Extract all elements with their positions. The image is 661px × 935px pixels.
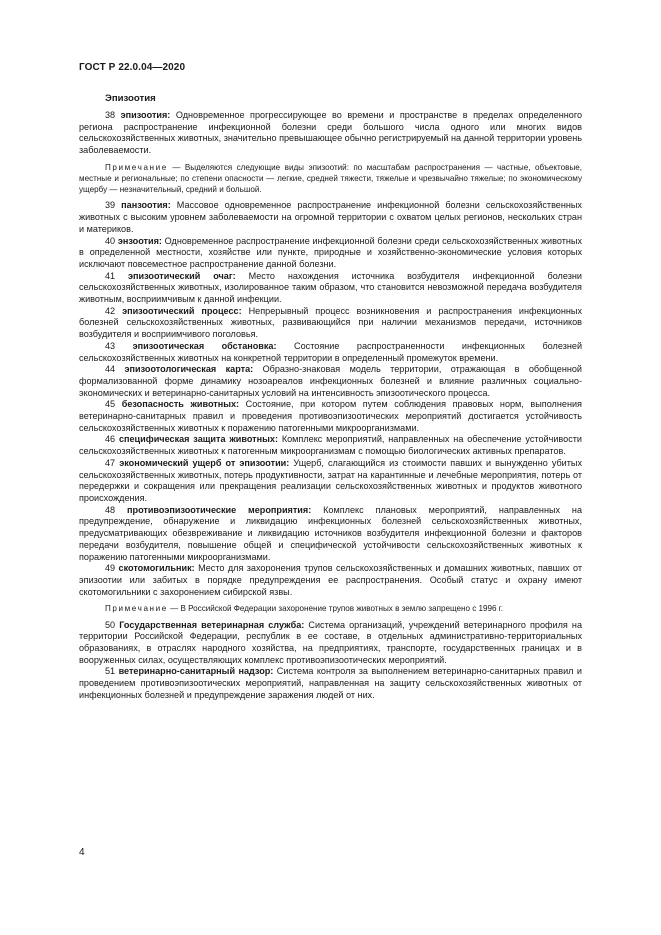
term-entry-50: 50 Государственная ветеринарная служба: Система организаций, учреждений ветеринарного профиля на территории Российской Федерации, республик в ее составе, в отдельных административно-территориальных образованиях, в отраслях народного хозяйства, на предприятиях, транспорте, государственных границах и в вооруженных силах, осуществляющих комплекс противоэпизоотических мероприятий. <box>79 619 583 665</box>
term-entry-42: 42 эпизоотический процесс: Непрерывный процесс возникновения и распространения инфекционных болезней сельскохозяйственных животных, развивающийся при наличии механизмов передачи, источников возбудителя и восприимчивого поголовья. <box>79 305 582 340</box>
term-entry-40: 40 энзоотия: Одновременное распространение инфекционной болезни среди сельскохозяйственных животных в определенной местности, хозяйстве или пункте, природные и хозяйственно-экономические условия которых исключают повсеместное распространение данной болезни. <box>79 235 582 269</box>
section-title: Эпизоотия <box>105 93 156 104</box>
term-entry-47: 47 экономический ущерб от эпизоотии: Ущерб, слагающийся из стоимости павших и вынужденно убитых сельскохозяйственных животных, потерь продуктивности, затрат на карантинные и лечебные мероприятия, потерь от передержки и сокращения или прекращения реализации сельскохозяйственных животных и продуктов животного происхождения. <box>79 457 583 503</box>
term-entry-43: 43 эпизоотическая обстановка: Состояние распространенности инфекционных болезней сельскохозяйственных животных на конкретной территории в определенный промежуток времени. <box>79 340 583 363</box>
page-number: 4 <box>79 847 85 858</box>
term-entry-41: 41 эпизоотический очаг: Место нахождения источника возбудителя инфекционной болезни сельскохозяйственных животных, изолированное таким образом, что становится невозможной передача возбудителя животным, восприимчивым к данной инфекции. <box>79 270 582 305</box>
term-entry-44: 44 эпизоотологическая карта: Образно-знаковая модель территории, отражающая в обобщенной формализованной форме динамику нозоареалов инфекционных болезней и влияние различных социально-экономических и ветеринарно-санитарных условий на интенсивность эпизоотического процесса. <box>79 364 583 398</box>
term-entry-45: 45 безопасность животных: Состояние, при котором путем соблюдения правовых норм, выполнения ветеринарно-санитарных правил и проведения противоэпизоотических мероприятий достигается устойчивость сельскохозяйственных животных к поражению патогенными микроорганизмами. <box>79 399 582 433</box>
note-1: Примечание — Выделяются следующие виды эпизоотий: по масштабам распространения — частные, объектовые, местные и региональные; по степени опасности — легкие, средней тяжести, тяжелые и чрезвычайно тяжелые; по экономическому ущербу — незначительный, средний и большой. <box>79 162 583 195</box>
term-entry-49: 49 скотомогильник: Место для захоронения трупов сельскохозяйственных и домашних животных, павших от эпизоотии или забитых в порядке предупреждения ее распространения. Особый статус и охрану имеют скотомогильники с захоронением сибирской язвы. <box>79 563 582 597</box>
term-entry-46: 46 специфическая защита животных: Комплекс мероприятий, направленных на обеспечение устойчивости сельскохозяйственных животных к патогенным микроорганизмам с помощью биологических активных препаратов. <box>79 434 583 457</box>
content-body <box>79 93 582 701</box>
term-entry-39: 39 панзоотия: Массовое одновременное распространение инфекционной болезни сельскохозяйственных животных с высоким уровнем заболеваемости на огромной территории с охватом целых регионов, нескольких стран и материков. <box>79 200 582 234</box>
term-entry-38: 38 эпизоотия: Одновременное прогрессирующее во времени и пространстве в пределах определенного региона распространение инфекционной болезни среди большого числа одного или многих видов сельскохозяйственных животных, значительно превышающее обычно регистрируемый на данной территории уровень заболеваемости. <box>79 110 583 156</box>
standard-header: ГОСТ Р 22.0.04—2020 <box>79 62 186 73</box>
term-entry-51: 51 ветеринарно-санитарный надзор: Система контроля за выполнением ветеринарно-санитарных правил и проведением противоэпизоотических мероприятий, направленная на защиту сельскохозяйственных животных от инфекционных болезней и предупреждение заражения людей от них. <box>79 666 582 700</box>
note-2: Примечание — В Российской Федерации захоронение трупов животных в землю запрещено с 1996 г. <box>105 604 504 614</box>
term-entry-48: 48 противоэпизоотические мероприятия: Комплекс плановых мероприятий, направленных на предупреждение, обнаружение и ликвидацию инфекционных болезней сельскохозяйственных животных, предусматривающих обезвреживание и ликвидацию источников возбудителя инфекционной болезни и факторов передачи возбудителя, повышение общей и специфической устойчивости сельскохозяйственных животных к поражению патогенными микроорганизмами. <box>79 504 583 562</box>
